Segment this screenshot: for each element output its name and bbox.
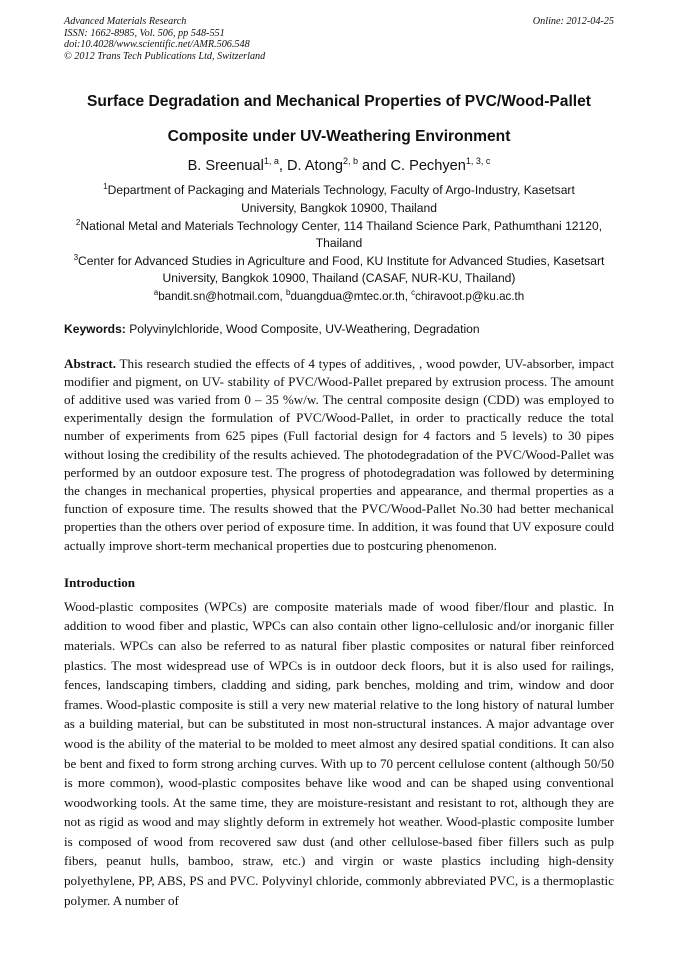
email-address[interactable]: chiravoot.p@ku.ac.th bbox=[415, 289, 525, 303]
email-marker: a bbox=[153, 288, 159, 298]
affiliation-1 bbox=[64, 182, 614, 217]
keywords bbox=[64, 321, 614, 338]
email-address[interactable]: bandit.sn@hotmail.com, bbox=[158, 289, 286, 303]
affiliation-marker: 1 bbox=[103, 182, 108, 192]
paper-title-line-2: Composite under UV-Weathering Environment bbox=[167, 128, 511, 146]
affiliation-text: National Metal and Materials Technology Center, 114 Thailand Science Park, Pathumthani 12120, bbox=[80, 218, 603, 233]
paper-title-line-1: Surface Degradation and Mechanical Properties of PVC/Wood-Pallet bbox=[86, 93, 592, 111]
affiliation-3 bbox=[64, 253, 614, 288]
affiliation-text: Center for Advanced Studies in Agriculture and Food, KU Institute for Advanced Studies, Kasetsart bbox=[78, 253, 605, 268]
author-affil-marker: 2, b bbox=[342, 156, 358, 167]
affiliation-2 bbox=[64, 218, 614, 253]
affiliation-text: Department of Packaging and Materials Technology, Faculty of Argo-Industry, Kasetsart bbox=[107, 183, 575, 198]
online-date: Online: 2012-04-25 bbox=[532, 16, 614, 27]
affiliation-text-cont: University, Bangkok 10900, Thailand bbox=[241, 200, 437, 215]
author-name: B. Sreenual bbox=[187, 158, 264, 175]
journal-header bbox=[64, 16, 614, 62]
section-heading-introduction: Introduction bbox=[64, 574, 136, 590]
affiliation-marker: 3 bbox=[73, 252, 79, 262]
email-marker: b bbox=[285, 288, 291, 298]
abstract bbox=[64, 355, 614, 555]
author-affil-marker: 1, 3, c bbox=[465, 156, 491, 167]
email-address[interactable]: duangdua@mtec.or.th, bbox=[290, 289, 412, 303]
abstract-label: Abstract. bbox=[64, 355, 116, 371]
journal-doi: doi:10.4028/www.scientific.net/AMR.506.548 bbox=[64, 39, 250, 51]
author-name: C. Pechyen bbox=[390, 158, 466, 175]
affiliation-text-cont: University, Bangkok 10900, Thailand (CASAF, NUR-KU, Thailand) bbox=[162, 271, 516, 286]
author-separator: , bbox=[278, 158, 287, 175]
journal-copyright: © 2012 Trans Tech Publications Ltd, Switzerland bbox=[64, 50, 266, 62]
journal-name: Advanced Materials Research bbox=[64, 16, 187, 27]
journal-issn: ISSN: 1662-8985, Vol. 506, pp 548-551 bbox=[64, 27, 225, 39]
introduction-text: Wood-plastic composites (WPCs) are composite materials made of wood fiber/flour and plastic. In addition to wood fiber and plastic, WPCs can also contain other ligno-cellulosic and/or inorganic filler materials. WPCs can also be referred to as natural fiber plastic composites or natural fiber reinforced plastics. The most widespread use of WPCs is in outdoor deck floors, but it is also used for railings, fences, landscaping timbers, cladding and siding, park benches, molding and trim, window and door frames. Wood-plastic composite is still a very new material relative to the long history of natural lumber as a building material, but can be substituted in most non-structural instances. A major advantage over wood is the ability of the material to be molded to meet almost any desired spatial conditions. It can also be bent and fixed to form strong arching curves. With up to 70 percent cellulose content (although 50/50 is more common), wood-plastic composites behave like wood and can be shaped using conventional woodworking tools. At the same time, they are moisture-resistant and resistant to rot, although they are not as rigid as wood and may slightly deform in extremely hot weather. Wood-plastic composite lumber is composed of wood from recovered saw dust (and other cellulose-based fiber fillers such as pulp fibers, peanut hulls, bamboo, straw, etc.) and virgin or waste plastics including high-density polyethylene, PP, ABS, PS and PVC. Polyvinyl chloride, commonly abbreviated PVC, is a thermoplastic polymer. A number of bbox=[64, 598, 614, 908]
author-name: D. Atong bbox=[286, 158, 343, 175]
author-emails bbox=[64, 288, 614, 306]
affiliation-marker: 2 bbox=[75, 217, 81, 227]
affiliation-text-cont: Thailand bbox=[315, 236, 363, 251]
author-affil-marker: 1, a bbox=[263, 156, 279, 167]
author-separator: and bbox=[357, 158, 391, 175]
keywords-label: Keywords: bbox=[64, 321, 126, 336]
author-list bbox=[64, 156, 614, 176]
keywords-text: Polyvinylchloride, Wood Composite, UV-Weathering, Degradation bbox=[125, 321, 480, 336]
email-marker: c bbox=[411, 288, 416, 298]
abstract-text: This research studied the effects of 4 types of additives, , wood powder, UV-absorber, impact modifier and pigment, on UV- stability of PVC/Wood-Pallet prepared by extrusion process. The amount of additive used was varied from 0 – 35 %w/w. The central composite design (CDD) was employed to experimentally design the formulation of PVC/Wood-Pallet, in order to practically reduce the total number of experiments from 625 pipes (Full factorial design for 4 factors and 5 levels) to 30 pipes without losing the credibility of the results achieved. The photodegradation of the PVC/Wood-Pallet was performed by an outdoor exposure test. The progress of photodegradation was followed by determining the changes in mechanical properties, physical properties and appearance, and thermal properties as a function of exposure time. The results showed that the PVC/Wood-Pallet No.30 had better mechanical properties than the others over period of exposure time. In addition, it was found that UV exposure could actually improve short-term mechanical properties due to postcuring phenomenon. bbox=[64, 355, 614, 553]
